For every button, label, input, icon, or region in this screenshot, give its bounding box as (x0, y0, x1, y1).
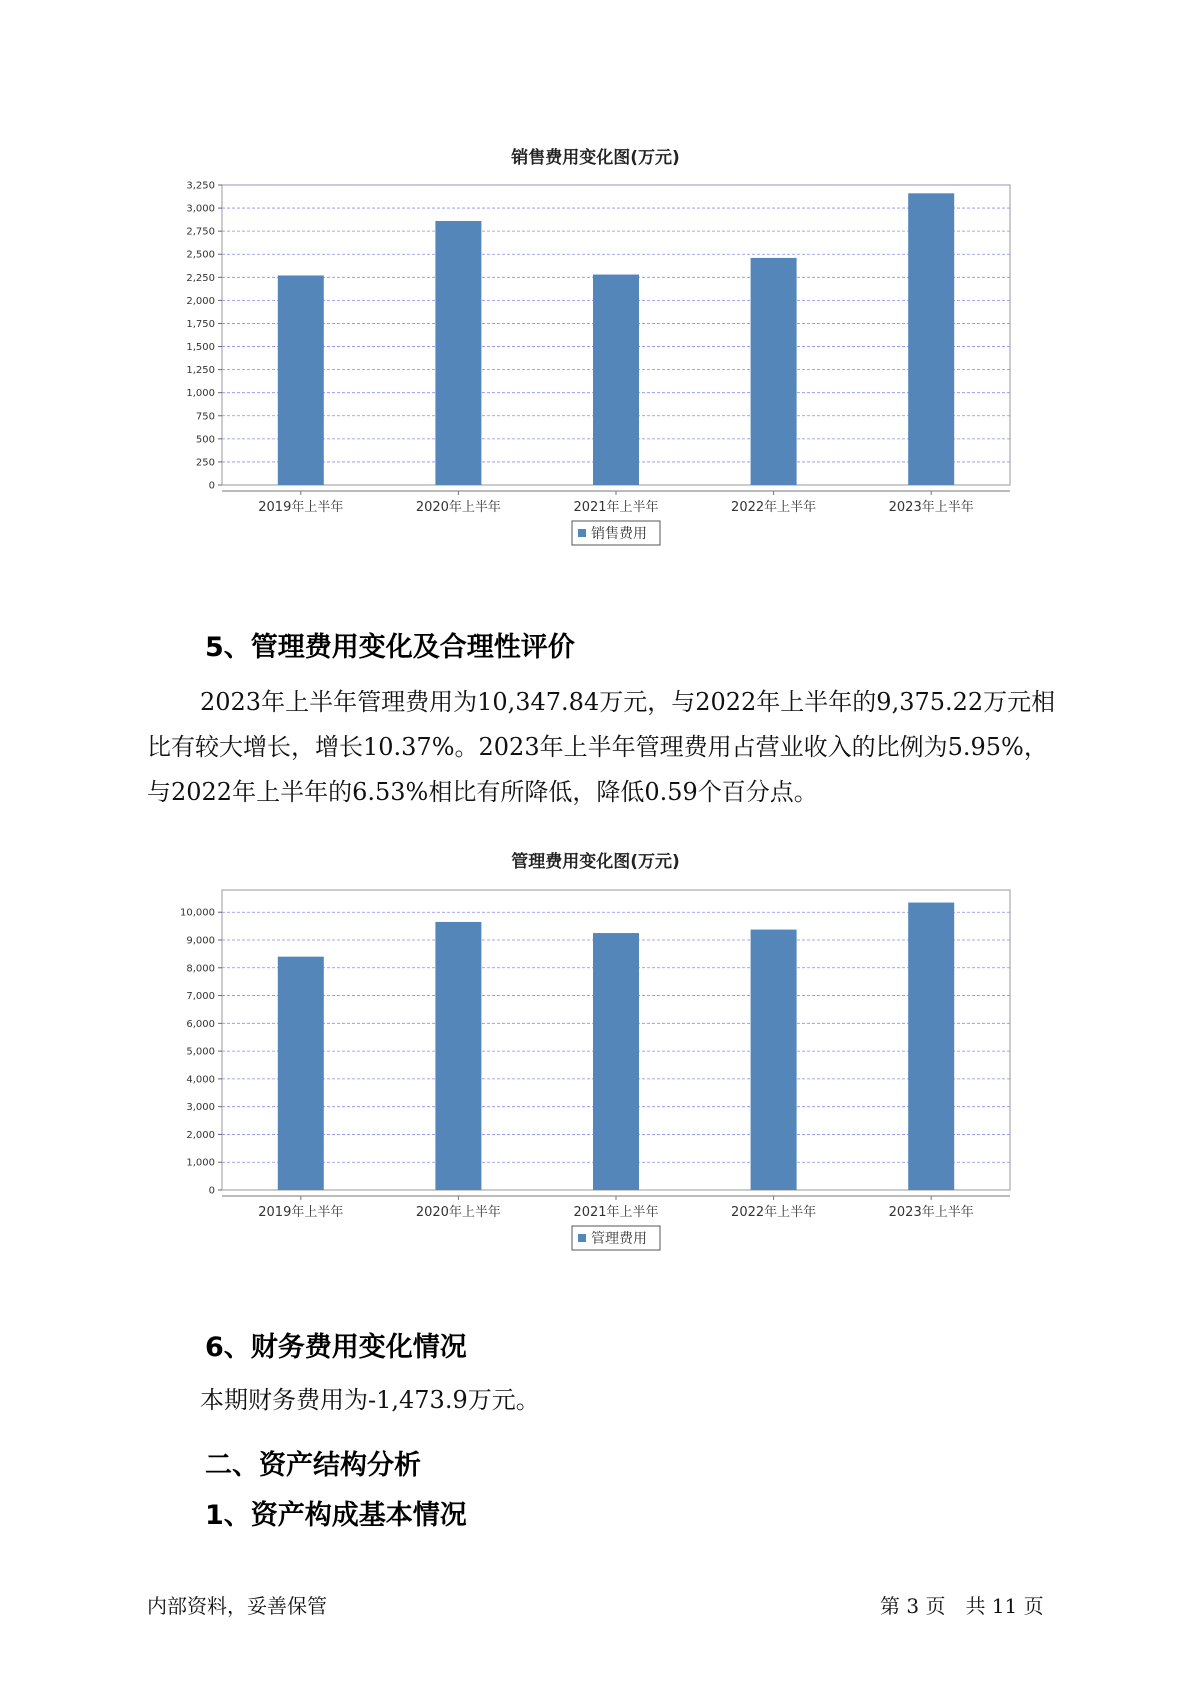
y-tick-label: 3,000 (186, 1102, 215, 1114)
y-tick-label: 6,000 (186, 1018, 215, 1030)
bar (278, 275, 324, 485)
bar (593, 275, 639, 485)
y-tick-label: 1,500 (186, 342, 215, 354)
y-tick-label: 0 (208, 1185, 215, 1197)
section6-paragraph (147, 1378, 1067, 1423)
y-tick-label: 1,000 (186, 388, 215, 400)
y-tick-label: 250 (195, 457, 215, 469)
bar (435, 221, 481, 485)
x-tick-label: 2019年上半年 (258, 500, 344, 515)
y-tick-label: 2,750 (186, 226, 215, 238)
section6-text: 本期财务费用为-1,473.9万元。 (200, 1386, 540, 1414)
section5-paragraph (147, 680, 1067, 815)
bar (751, 258, 797, 485)
y-tick-label: 4,000 (186, 1074, 215, 1086)
y-tick-label: 5,000 (186, 1046, 215, 1058)
y-tick-label: 2,000 (186, 295, 215, 307)
y-tick-label: 1,000 (186, 1157, 215, 1169)
footer-confidential: 内部资料，妥善保管 (147, 1594, 327, 1618)
y-tick-label: 1,250 (186, 365, 215, 377)
y-tick-label: 3,000 (186, 203, 215, 215)
y-tick-label: 2,250 (186, 272, 215, 284)
y-tick-label: 750 (195, 411, 215, 423)
bar (435, 922, 481, 1190)
bar (278, 957, 324, 1190)
chart1-title: 销售费用变化图(万元) (511, 148, 680, 168)
y-tick-label: 1,750 (186, 318, 215, 330)
section6-heading: 6、财务费用变化情况 (205, 1332, 467, 1363)
footer-page-number: 第 3 页 共 11 页 (880, 1594, 1044, 1618)
x-tick-label: 2020年上半年 (415, 1205, 501, 1220)
x-tick-label: 2019年上半年 (258, 1205, 344, 1220)
admin-expense-chart (160, 885, 1020, 1295)
x-tick-label: 2023年上半年 (888, 1205, 974, 1220)
x-tick-label: 2021年上半年 (573, 1205, 659, 1220)
asset-structure-heading: 二、资产结构分析 (205, 1450, 421, 1481)
y-tick-label: 10,000 (180, 907, 215, 919)
chart2-title: 管理费用变化图(万元) (511, 852, 680, 872)
y-tick-label: 2,500 (186, 249, 215, 261)
bar (593, 933, 639, 1190)
bar (908, 193, 954, 485)
x-tick-label: 2022年上半年 (731, 1205, 817, 1220)
bar (751, 930, 797, 1190)
legend-label: 管理费用 (591, 1231, 647, 1247)
x-tick-label: 2021年上半年 (573, 500, 659, 515)
y-tick-label: 0 (208, 480, 215, 492)
section5-text: 2023年上半年管理费用为10,347.84万元，与2022年上半年的9,375.22万元相比有较大增长，增长10.37%。2023年上半年管理费用占营业收入的比例为5.95%，与2022年上半年的6.53%相比有所降低，降低0.59个百分点。 (147, 688, 1056, 806)
y-tick-label: 500 (195, 434, 215, 446)
legend-swatch (578, 529, 586, 537)
asset-composition-heading: 1、资产构成基本情况 (205, 1500, 467, 1531)
sales-expense-chart (160, 180, 1020, 590)
x-tick-label: 2020年上半年 (415, 500, 501, 515)
y-tick-label: 7,000 (186, 991, 215, 1003)
y-tick-label: 3,250 (186, 180, 215, 192)
legend-swatch (578, 1234, 586, 1242)
x-tick-label: 2023年上半年 (888, 500, 974, 515)
y-tick-label: 9,000 (186, 935, 215, 947)
y-tick-label: 8,000 (186, 963, 215, 975)
bar (908, 903, 954, 1190)
section5-heading: 5、管理费用变化及合理性评价 (205, 632, 575, 663)
legend-label: 销售费用 (591, 526, 647, 542)
y-tick-label: 2,000 (186, 1129, 215, 1141)
x-tick-label: 2022年上半年 (731, 500, 817, 515)
